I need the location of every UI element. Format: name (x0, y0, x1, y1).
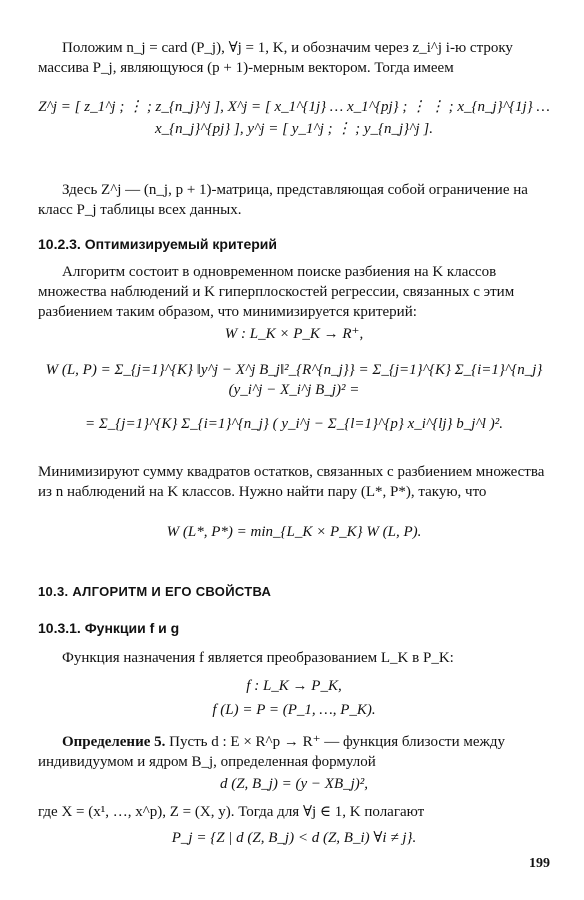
matrix-definitions: Z^j = [ z_1^j ; ⋮ ; z_{n_j}^j ], X^j = [ x_1^{1j} … x_1^{pj} ; ⋮ ⋮ ; x_{n_j}^{1j} … x_{n_j}^{pj} ], y^j = [ y_1^j ; ⋮ ; y_{n_j}^j ]. (38, 99, 550, 137)
formula-class-definition: P_j = {Z | d (Z, B_j) < d (Z, B_i) ∀i ≠ j}. (171, 830, 417, 846)
formula-criterion-expanded: = Σ_{j=1}^{K} Σ_{i=1}^{n_j} ( y_i^j − Σ_{l=1}^{p} x_i^{lj} b_j^l )². (85, 416, 503, 432)
formula-optimum: W (L*, P*) = min_{L_K × P_K} W (L, P). (166, 524, 422, 540)
section-heading-10-3: 10.3. АЛГОРИТМ И ЕГО СВОЙСТВА (38, 584, 272, 599)
paragraph-assignment-function: Функция назначения f является преобразованием L_K в P_K: (62, 650, 454, 666)
definition-text: Пусть d : E × R^p → R⁺ — функция близости между индивидуумом и ядром B_j, определенная формулой (38, 734, 505, 770)
section-heading-10-2-3: 10.2.3. Оптимизируемый критерий (38, 236, 277, 252)
paragraph-notation: Положим n_j = card (P_j), ∀j = 1, K, и обозначим через z_i^j i-ю строку массива P_j, являющуюся (p + 1)-мерным вектором. Тогда имеем (38, 40, 513, 76)
paragraph-definition-5 (38, 732, 550, 772)
formula-f-mapping: f : L_K → P_K, (246, 678, 342, 694)
section-heading-10-3-1: 10.3.1. Функции f и g (38, 620, 180, 636)
paragraph-restriction: Здесь Z^j — (n_j, p + 1)-матрица, представляющая собой ограничение на класс P_j таблицы всех данных. (38, 182, 528, 218)
paragraph-where: где X = (x¹, …, x^p), Z = (X, y). Тогда для ∀j ∈ 1, K полагают (38, 804, 425, 820)
formula-f-value: f (L) = P = (P_1, …, P_K). (212, 702, 376, 718)
formula-distance: d (Z, B_j) = (y − XB_j)², (219, 776, 369, 792)
paragraph-minimize: Минимизируют сумму квадратов остатков, связанных с разбиением множества из n наблюдений на K классов. Нужно найти пару (L*, P*), такую, что (38, 464, 545, 500)
paragraph-algorithm: Алгоритм состоит в одновременном поиске разбиения на K классов множества наблюдений и K гиперплоскостей регрессии, связанных с этим разбиением таким образом, что минимизируется критерий: (38, 264, 515, 320)
page-number: 199 (529, 856, 550, 871)
definition-label: Определение 5. (62, 734, 166, 750)
formula-criterion-domain: W : L_K × P_K → R⁺, (224, 326, 364, 342)
formula-criterion-def: W (L, P) = Σ_{j=1}^{K} ‖y^j − X^j B_j‖²_{R^{n_j}} = Σ_{j=1}^{K} Σ_{i=1}^{n_j} (y_i^j − X_i^j B_j)² = (45, 362, 543, 398)
